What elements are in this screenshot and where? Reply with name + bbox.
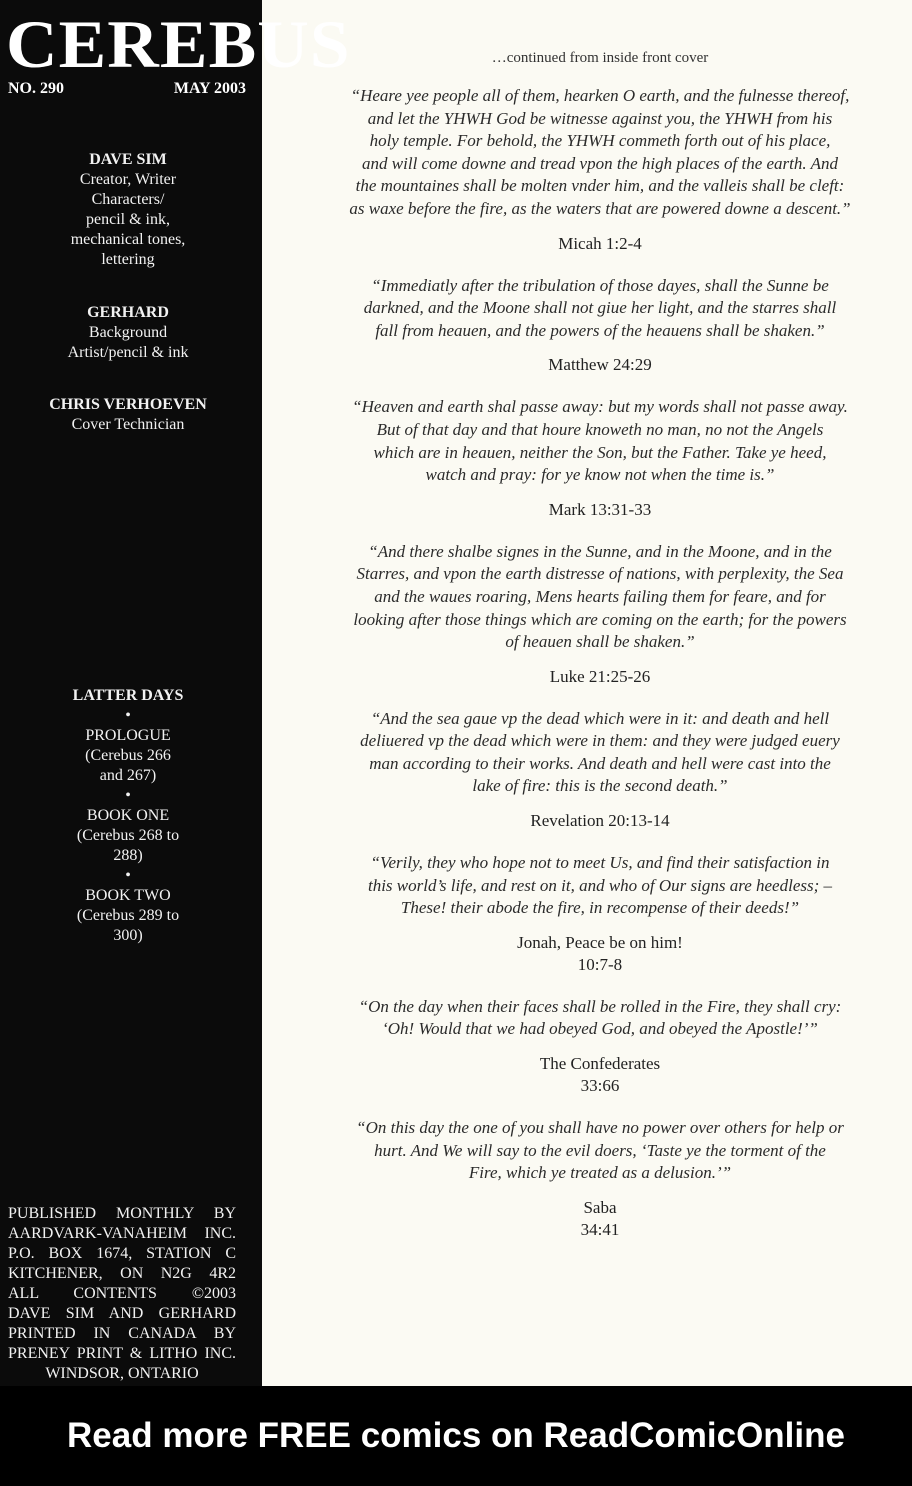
promo-banner-text[interactable]: Read more FREE comics on ReadComicOnline <box>67 1416 845 1455</box>
scripture-column <box>300 50 900 1261</box>
scripture-citation <box>300 354 900 376</box>
quote-line: “Immediatly after the tribulation of those dayes, shall the Sunne be <box>371 275 829 295</box>
citation-line: Saba <box>583 1197 617 1217</box>
scripture-quote <box>300 275 900 343</box>
quote-line: of heauen shall be shaken.” <box>505 632 695 652</box>
story-part-name: BOOK TWO <box>85 887 171 904</box>
quote-line: as waxe before the fire, as the waters that are powered downe a descent.” <box>349 198 851 218</box>
citation-line: Revelation 20:13-14 <box>530 811 670 831</box>
credit-role: pencil & ink, <box>86 211 170 228</box>
quote-line: and will come downe and tread vpon the high places of the earth. And <box>362 153 838 173</box>
citation-line: Matthew 24:29 <box>548 355 652 375</box>
story-part-name: PROLOGUE <box>85 727 171 744</box>
quote-line: looking after those things which are coming on the earth; for the powers <box>353 609 847 629</box>
story-arc <box>0 686 256 946</box>
credit-name: GERHARD <box>87 304 169 321</box>
quote-line: But of that day and that houre knoweth no man, no not the Angels <box>376 419 824 439</box>
scripture-quote <box>300 708 900 798</box>
scripture-citation <box>300 1197 900 1241</box>
publisher-line: PRINTED IN CANADA BY <box>8 1325 236 1342</box>
credit-gerhard <box>0 303 256 363</box>
credits-sidebar <box>0 0 351 1386</box>
bullet-divider: • <box>125 787 131 804</box>
quote-line: darkned, and the Moone shall not giue her light, and the starres shall <box>363 298 837 318</box>
bullet-divider: • <box>125 707 131 724</box>
publisher-line: AARDVARK-VANAHEIM INC. <box>8 1225 236 1242</box>
citation-line: 10:7-8 <box>577 954 623 974</box>
quote-line: Fire, which ye treated as a delusion.’” <box>468 1163 732 1183</box>
quote-line: These! their abode the fire, in recompense of their deeds!” <box>400 898 800 918</box>
scripture-citation <box>300 499 900 521</box>
passage-list <box>300 85 900 1241</box>
quote-line: which are in heauen, neither the Son, but the Father. Take ye heed, <box>373 442 827 462</box>
story-part-range: (Cerebus 266 <box>85 747 171 764</box>
citation-line: Micah 1:2-4 <box>558 233 642 253</box>
story-part-range: (Cerebus 268 to <box>76 827 180 844</box>
quote-line: lake of fire: this is the second death.” <box>472 776 728 796</box>
credit-name: DAVE SIM <box>89 151 167 168</box>
story-part-range: (Cerebus 289 to <box>76 907 180 924</box>
citation-line: Jonah, Peace be on him! <box>517 932 683 952</box>
quote-line: watch and pray: for ye know not when the time is.” <box>425 465 775 485</box>
publisher-line: WINDSOR, ONTARIO <box>45 1365 199 1382</box>
issue-date: MAY 2003 <box>173 80 246 97</box>
scripture-citation <box>300 1053 900 1097</box>
quote-line: “Heare yee people all of them, hearken O earth, and the fulnesse thereof, <box>350 86 850 105</box>
cerebus-logo: CEREBUS <box>6 6 351 82</box>
bullet-divider: • <box>125 867 131 884</box>
issue-number: NO. 290 <box>8 80 64 97</box>
publisher-line: ALL CONTENTS ©2003 <box>8 1285 236 1302</box>
credit-name: CHRIS VERHOEVEN <box>49 396 207 413</box>
quote-line: “On this day the one of you shall have no power over others for help or <box>356 1118 844 1138</box>
quote-line: “Heaven and earth shal passe away: but my words shall not passe away. <box>352 397 848 417</box>
credit-chris-verhoeven <box>0 395 256 435</box>
quote-line: and the waues roaring, Mens hearts failing them for feare, and for <box>374 586 826 606</box>
scripture-quote <box>300 1117 900 1185</box>
credit-role: Cover Technician <box>71 416 185 433</box>
quote-line: “On the day when their faces shall be rolled in the Fire, they shall cry: <box>358 996 842 1016</box>
scripture-quote <box>300 396 900 486</box>
credit-role: Artist/pencil & ink <box>67 344 189 361</box>
publisher-line: P.O. BOX 1674, STATION C <box>8 1245 236 1262</box>
scripture-citation <box>300 810 900 832</box>
quote-line: this world’s life, and rest on it, and who of Our signs are heedless; – <box>367 875 833 895</box>
publisher-line: DAVE SIM AND GERHARD <box>8 1305 236 1322</box>
story-part-range: and 267) <box>99 767 157 784</box>
quote-line: deliuered vp the dead which were in them: and they were judged euery <box>360 731 840 751</box>
citation-line: 33:66 <box>580 1076 620 1096</box>
quote-line: man according to their works. And death and hell were cast into the <box>369 753 831 773</box>
publisher-info <box>8 1204 236 1384</box>
citation-line: The Confederates <box>539 1054 661 1074</box>
credit-role: lettering <box>101 251 155 268</box>
quote-line: and let the YHWH God be witnesse against you, the YHWH from his <box>367 108 833 128</box>
promo-banner[interactable] <box>0 1386 912 1486</box>
citation-line: Luke 21:25-26 <box>549 666 651 686</box>
quote-line: ‘Oh! Would that we had obeyed God, and obeyed the Apostle!’” <box>382 1019 818 1039</box>
story-part-name: BOOK ONE <box>86 807 170 824</box>
credit-dave-sim <box>0 150 256 270</box>
credit-role: Characters/ <box>91 191 165 208</box>
scripture-citation <box>300 932 900 976</box>
issue-info <box>8 80 246 98</box>
quote-line: hurt. And We will say to the evil doers, ‘Taste ye the torment of the <box>374 1140 826 1160</box>
story-title: LATTER DAYS <box>72 687 184 704</box>
quote-line: “Verily, they who hope not to meet Us, and find their satisfaction in <box>370 853 830 873</box>
credit-role: Background <box>88 324 168 341</box>
publisher-line: PUBLISHED MONTHLY BY <box>8 1205 236 1222</box>
publisher-line: PRENEY PRINT & LITHO INC. <box>8 1345 236 1362</box>
quote-line: the mountaines shall be molten vnder him, and the valleis shall be cleft: <box>355 176 845 196</box>
quote-line: “And the sea gaue vp the dead which were in it: and death and hell <box>370 708 830 728</box>
scripture-quote <box>300 85 900 221</box>
citation-line: 34:41 <box>580 1219 620 1239</box>
quote-line: fall from heauen, and the powers of the heauens shall be shaken.” <box>375 320 825 340</box>
story-part-range: 288) <box>113 847 143 864</box>
publisher-line: KITCHENER, ON N2G 4R2 <box>8 1265 236 1282</box>
quote-line: “And there shalbe signes in the Sunne, and in the Moone, and in the <box>368 541 832 561</box>
scripture-quote <box>300 541 900 654</box>
continued-note: …continued from inside front cover <box>491 50 709 66</box>
citation-line: Mark 13:31-33 <box>548 499 652 519</box>
credit-role: mechanical tones, <box>70 231 186 248</box>
credit-role: Creator, Writer <box>79 171 177 188</box>
scripture-quote <box>300 996 900 1041</box>
scripture-citation <box>300 233 900 255</box>
scripture-citation <box>300 666 900 688</box>
scripture-quote <box>300 852 900 920</box>
story-part-range: 300) <box>113 927 143 944</box>
quote-line: Starres, and vpon the earth distresse of nations, with perplexity, the Sea <box>356 564 844 584</box>
quote-line: holy temple. For behold, the YHWH commeth forth out of his place, <box>369 131 831 151</box>
